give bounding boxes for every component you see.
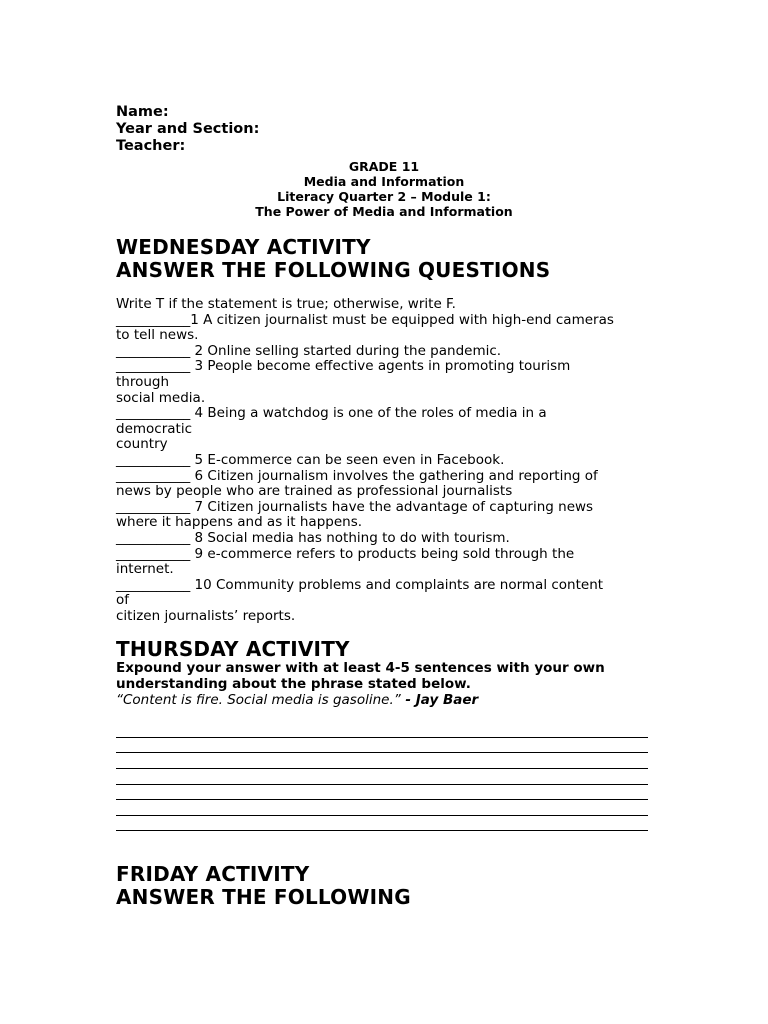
question-text-line: news by people who are trained as professional journalists xyxy=(116,483,513,500)
question-text-line: ___________ 4 Being a watchdog is one of the roles of media in a xyxy=(116,405,547,422)
question-text-line: ___________ 10 Community problems and complaints are normal content xyxy=(116,576,604,593)
wednesday-heading-line-1: WEDNESDAY ACTIVITY xyxy=(116,235,371,259)
thursday-instruction-line-2: understanding about the phrase stated below. xyxy=(116,676,471,693)
answer-lines xyxy=(116,722,648,831)
answer-line[interactable] xyxy=(116,722,648,738)
answer-line[interactable] xyxy=(116,753,648,769)
subject-line-2: Literacy Quarter 2 – Module 1: xyxy=(277,189,491,204)
question-text-line: ___________ 8 Social media has nothing to do with tourism. xyxy=(116,529,510,546)
wednesday-heading xyxy=(116,236,652,282)
question-text-line: ___________ 6 Citizen journalism involves the gathering and reporting of xyxy=(116,467,598,484)
subject-line-1: Media and Information xyxy=(303,174,465,189)
question-text-line: social media. xyxy=(116,389,206,406)
question-text-line: ___________1 A citizen journalist must be equipped with high-end cameras xyxy=(116,311,614,328)
question-text-line: ___________ 2 Online selling started during the pandemic. xyxy=(116,342,502,359)
question-text-line: through xyxy=(116,373,170,390)
thursday-instruction-line-1: Expound your answer with at least 4-5 sentences with your own xyxy=(116,660,605,677)
thursday-heading: THURSDAY ACTIVITY xyxy=(116,637,350,662)
module-title: The Power of Media and Information xyxy=(255,204,513,219)
question-item xyxy=(116,453,652,469)
quote xyxy=(116,693,652,709)
student-info xyxy=(116,104,652,155)
year-section-label: Year and Section: xyxy=(116,121,260,137)
question-text-line: country xyxy=(116,436,168,453)
answer-line[interactable] xyxy=(116,769,648,785)
friday-heading-line-1: FRIDAY ACTIVITY xyxy=(116,862,310,887)
answer-line[interactable] xyxy=(116,816,648,832)
question-item xyxy=(116,578,652,625)
thursday-instructions xyxy=(116,661,652,692)
answer-line[interactable] xyxy=(116,785,648,801)
question-text-line: citizen journalists’ reports. xyxy=(116,607,296,624)
question-text-line: democratic xyxy=(116,420,192,437)
answer-line[interactable] xyxy=(116,800,648,816)
question-text-line: to tell news. xyxy=(116,327,199,344)
friday-heading-line-2: ANSWER THE FOLLOWING xyxy=(116,885,411,910)
grade-label: GRADE 11 xyxy=(348,159,420,174)
question-text-line: ___________ 5 E-commerce can be seen even in Facebook. xyxy=(116,451,505,468)
question-item xyxy=(116,344,652,360)
question-item xyxy=(116,469,652,500)
friday-heading xyxy=(116,863,652,909)
wednesday-heading-line-2: ANSWER THE FOLLOWING QUESTIONS xyxy=(116,258,551,282)
question-text-line: ___________ 3 People become effective agents in promoting tourism xyxy=(116,358,571,375)
question-item xyxy=(116,406,652,453)
question-list xyxy=(116,313,652,625)
quote-author: - Jay Baer xyxy=(400,691,479,708)
module-header xyxy=(116,159,652,219)
question-text-line: where it happens and as it happens. xyxy=(116,514,363,531)
question-text-line: ___________ 7 Citizen journalists have the advantage of capturing news xyxy=(116,498,594,515)
question-item xyxy=(116,547,652,578)
teacher-label: Teacher: xyxy=(116,138,186,154)
true-false-instructions: Write T if the statement is true; otherwise, write F. xyxy=(116,296,456,312)
question-item xyxy=(116,531,652,547)
question-item xyxy=(116,500,652,531)
name-label: Name: xyxy=(116,104,169,120)
question-text-line: ___________ 9 e-commerce refers to products being sold through the xyxy=(116,545,575,562)
quote-text: “Content is fire. Social media is gasoline.” xyxy=(116,691,401,708)
question-item xyxy=(116,359,652,406)
question-text-line: of xyxy=(116,592,130,609)
question-text-line: internet. xyxy=(116,561,174,578)
question-item xyxy=(116,313,652,344)
worksheet-page xyxy=(116,104,652,909)
answer-line[interactable] xyxy=(116,738,648,754)
